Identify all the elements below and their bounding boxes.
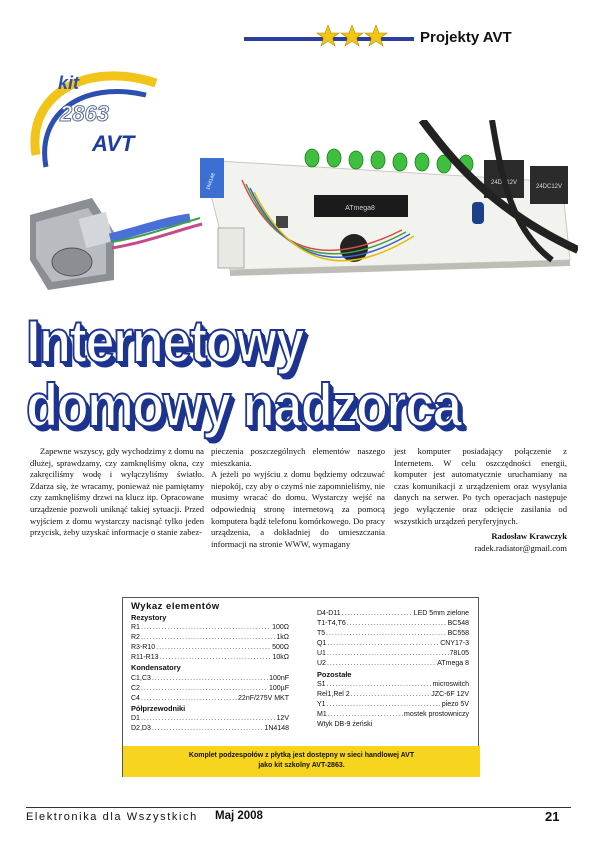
svg-text:1N4148: 1N4148: [205, 172, 217, 191]
part-value: BC548: [447, 620, 469, 628]
svg-text:24DC12V: 24DC12V: [490, 180, 518, 186]
parts-row: [131, 623, 289, 633]
leader-dots: [327, 649, 449, 659]
parts-category: Półprzewodniki: [131, 703, 186, 713]
kit-logo: [26, 55, 176, 170]
part-reference: S1: [317, 680, 326, 688]
part-value: 10kΩ: [272, 654, 289, 662]
article-title: [26, 308, 566, 439]
leader-dots: [328, 710, 403, 720]
part-value: piezo 5V: [441, 700, 469, 708]
svg-text:2863: 2863: [60, 101, 109, 126]
parts-row: [317, 619, 469, 629]
part-reference: D4-D11: [317, 610, 341, 617]
parts-row: [317, 659, 469, 669]
article-column-3-text: jest komputer posiadający połączenie z Internetem. W celu oszczędności energii, komputer jest automatycznie uruchamiany na czas komunikacji z urządzeniem oraz wysyłania danych na serwer. Po tych operacjach następuje jego wyłączenie oraz odcięcie zasilania od wszystkich urządzeń peryferyjnych.: [394, 446, 567, 526]
part-reference: C4: [131, 694, 140, 702]
leader-dots: [327, 700, 441, 710]
svg-text:ATmega8: ATmega8: [345, 205, 375, 212]
part-value: BC558: [447, 630, 469, 638]
parts-row: [317, 649, 469, 659]
leader-dots: [141, 623, 271, 633]
footer-rule: [26, 807, 571, 808]
part-value: LED 5mm zielone: [413, 610, 469, 617]
part-value: 100Ω: [272, 624, 289, 632]
parts-category: Rezystory: [131, 613, 167, 622]
part-reference: R1: [131, 624, 140, 632]
kit-availability-note: [123, 746, 480, 777]
svg-text:24DC12V: 24DC12V: [535, 184, 563, 190]
part-value: 100µF: [269, 684, 289, 692]
parts-row: [131, 714, 289, 724]
leader-dots: [327, 680, 432, 690]
part-value: JZC-6F 12V: [431, 690, 469, 698]
parts-row: [131, 653, 289, 663]
parts-list-left-column: [131, 613, 289, 734]
part-reference: Wtyk DB-9 żeński: [317, 721, 373, 729]
part-reference: R11-R13: [131, 654, 159, 662]
kit-note-line1: Komplet podzespołów z płytką jest dostępny w sieci handlowej AVT: [188, 752, 415, 759]
svg-text:AVT: AVT: [92, 131, 135, 156]
leader-dots: [327, 659, 436, 669]
part-reference: D2,D3: [131, 725, 151, 733]
part-reference: U1: [317, 650, 326, 658]
part-value: 100nF: [269, 674, 289, 682]
leader-dots: [156, 643, 271, 653]
leader-dots: [141, 694, 237, 704]
svg-text:kit: kit: [58, 73, 80, 93]
leader-dots: [327, 639, 439, 649]
parts-row: [317, 720, 469, 730]
parts-row: [317, 700, 469, 710]
parts-category: Pozostałe: [317, 669, 352, 679]
parts-row: [317, 639, 469, 649]
leader-dots: [141, 714, 276, 724]
db9-connector-image: [30, 198, 114, 290]
parts-row: [317, 629, 469, 639]
parts-list-title: Wykaz elementów: [131, 601, 220, 612]
part-reference: R2: [131, 634, 140, 642]
leader-dots: [141, 684, 268, 694]
parts-row: [131, 633, 289, 643]
part-reference: Y1: [317, 700, 326, 708]
author-email: radek.radiator@gmail.com: [474, 542, 567, 553]
article-title-line2: domowy nadzorca: [26, 372, 461, 439]
part-reference: T5: [317, 630, 326, 638]
article-column-1: Zapewne wszyscy, gdy wychodzimy z domu na dłużej, sprawdzamy, czy zamknęliśmy okna, czy zakręciliśmy wodę i wyłączyliśmy światło. Zdarza się, że wracamy, ponieważ nie pamiętamy czy zamknęliśmy drzwi na klucz itp. Opracowane urządzenie pozwoli uniknąć takiej sytuacji. Przed wyjściem z domu wystarczy nacisnąć tylko jeden przycisk, żeby uzyskać informacje o stanie zabez-: [30, 446, 204, 538]
parts-row: [317, 680, 469, 690]
part-reference: R3-R10: [131, 644, 156, 652]
leader-dots: [347, 619, 447, 629]
parts-row: [131, 684, 289, 694]
section-title: Projekty AVT: [414, 29, 571, 49]
kit-note-line2: jako kit szkolny AVT-2863.: [258, 762, 345, 769]
leader-dots: [351, 690, 431, 700]
part-reference: M1: [317, 710, 327, 718]
part-value: 22nF/275V MKT: [238, 694, 289, 702]
parts-row: [131, 724, 289, 734]
pcb-board-image: [200, 120, 578, 276]
part-value: 78L05: [449, 650, 469, 658]
author-name: Radosław Krawczyk: [491, 531, 567, 542]
article-title-line1: Internetowy: [26, 308, 303, 375]
part-value: mostek prostowniczy: [404, 710, 469, 718]
part-reference: Rel1,Rel 2: [317, 690, 350, 698]
leader-dots: [152, 674, 268, 684]
part-value: 12V: [276, 714, 289, 722]
part-reference: C2: [131, 684, 140, 692]
rating-stars-icon: [316, 24, 388, 48]
parts-category: Kondensatory: [131, 663, 181, 673]
issue-date: Maj 2008: [215, 810, 263, 822]
parts-row: [317, 710, 469, 720]
magazine-name: Elektronika dla Wszystkich: [26, 811, 198, 823]
part-value: ATmega 8: [437, 660, 469, 668]
part-reference: C1,C3: [131, 674, 151, 682]
leader-dots: [152, 724, 264, 734]
part-reference: Q1: [317, 640, 327, 648]
leader-dots: [141, 633, 275, 643]
part-reference: T1-T4,T6: [317, 620, 346, 628]
parts-row: [131, 694, 289, 704]
leader-dots: [342, 609, 413, 619]
parts-row: [131, 643, 289, 653]
part-value: 1N4148: [264, 725, 289, 733]
leader-dots: [160, 653, 272, 663]
part-reference: U2: [317, 660, 326, 668]
leader-dots: [326, 629, 446, 639]
parts-row: [317, 690, 469, 700]
parts-list-box: [122, 597, 479, 777]
part-value: CNY17-3: [440, 640, 469, 648]
article-column-3: [394, 446, 567, 554]
parts-list-right-column: [317, 609, 469, 730]
part-value: microswitch: [432, 680, 469, 688]
part-value: 500Ω: [272, 644, 289, 652]
parts-row: [131, 674, 289, 684]
page-number: 21: [545, 809, 560, 824]
part-reference: D1: [131, 714, 140, 722]
part-value: 1kΩ: [276, 634, 289, 642]
parts-row: [317, 609, 469, 619]
article-column-2: pieczenia poszczególnych elementów naszego mieszkania. A jeżeli po wyjściu z domu będziemy odczuwać niepokój, czy aby o czymś nie zapomnieliśmy, nie musimy wracać do domu. Wystarczy wejść na odpowiednią stronę internetową za pomocą komputera bądź telefonu komórkowego. Do pracy urządzenia, a dokładniej do umieszczania informacji na stronie WWW, wymagany: [211, 446, 385, 549]
